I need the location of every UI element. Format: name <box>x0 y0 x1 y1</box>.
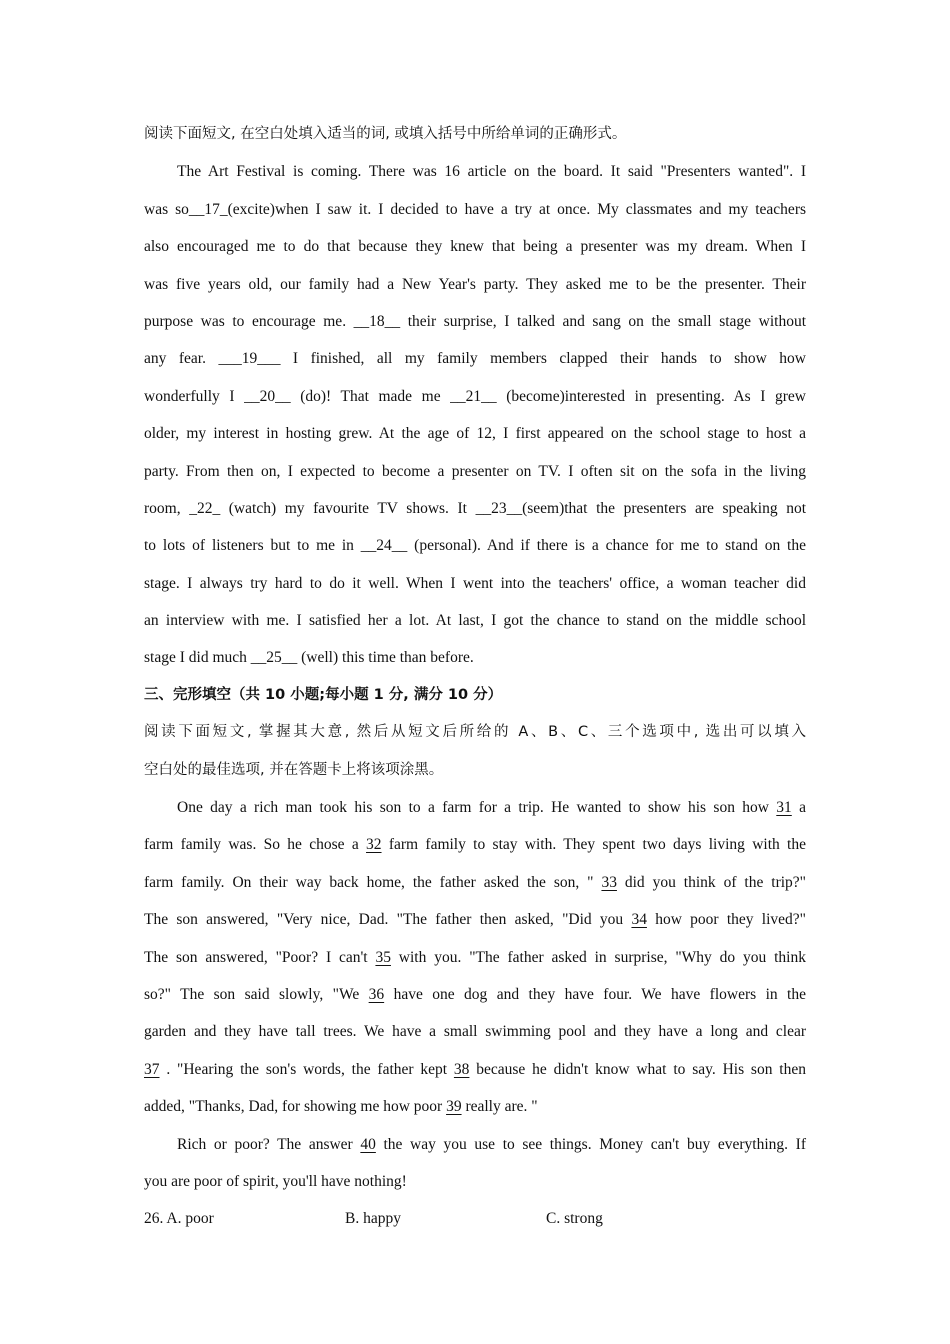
passage-line: The son answered, "Very nice, Dad. "The father then asked, "Did you 34 how poor they lived?" <box>144 911 806 929</box>
passage-line: was five years old, our family had a New Year's party. They asked me to be the presenter. Their <box>144 275 806 293</box>
option-c: C. strong <box>546 1210 603 1228</box>
passage-line: wonderfully I __20__ (do)! That made me __21__ (become)interested in presenting. As I grew <box>144 387 806 405</box>
blank-21: __21__ <box>450 387 497 405</box>
blank-34: 34 <box>631 911 647 929</box>
cloze-instruction: 空白处的最佳选项, 并在答题卡上将该项涂黑。 <box>144 761 444 778</box>
passage-line: The son answered, "Poor? I can't 35 with you. "The father asked in surprise, "Why do you think <box>144 948 806 966</box>
passage-line: stage I did much __25__ (well) this time than before. <box>144 649 474 667</box>
blank-37: 37 <box>144 1060 160 1078</box>
option-b: B. happy <box>345 1210 401 1228</box>
blank-35: 35 <box>375 948 391 966</box>
blank-38: 38 <box>453 1060 470 1078</box>
passage-line: The Art Festival is coming. There was 16 article on the board. It said "Presenters wanted". I <box>177 163 806 181</box>
passage-line: also encouraged me to do that because they knew that being a presenter was my dream. When I <box>144 238 806 256</box>
art-festival-passage <box>144 153 806 676</box>
passage-line: you are poor of spirit, you'll have nothing! <box>144 1172 407 1190</box>
question-26-options <box>144 1200 806 1237</box>
passage-line: any fear. ___19___ I finished, all my family members clapped their hands to show how <box>144 350 806 368</box>
passage-line: stage. I always try hard to do it well. When I went into the teachers' office, a woman teacher did <box>144 574 806 592</box>
passage-line: purpose was to encourage me. __18__ their surprise, I talked and sang on the small stage without <box>144 312 806 330</box>
passage-line: added, "Thanks, Dad, for showing me how poor 39 really are. " <box>144 1098 538 1116</box>
document-body <box>144 116 806 1238</box>
blank-40: 40 <box>360 1135 376 1153</box>
passage-line: so?" The son said slowly, "We 36 have one dog and they have four. We have flowers in the <box>144 985 806 1003</box>
blank-22: _22_ <box>189 499 221 517</box>
passage-line: room, _22_ (watch) my favourite TV shows. It __23__(seem)that the presenters are speaking not <box>144 499 807 517</box>
blank-39: 39 <box>446 1098 462 1116</box>
passage-line: 37 . "Hearing the son's words, the father kept 38 because he didn't know what to say. His son then <box>144 1060 806 1078</box>
section-heading: 三、完形填空（共 10 小题;每小题 1 分, 满分 10 分） <box>144 686 503 703</box>
passage-line: One day a rich man took his son to a farm for a trip. He wanted to show his son how 31 a <box>177 799 806 817</box>
blank-36: 36 <box>368 985 385 1003</box>
passage-line: farm family. On their way back home, the father asked the son, " 33 did you think of the trip?" <box>144 873 807 891</box>
blank-33: 33 <box>601 873 617 891</box>
cloze-instruction: 阅读下面短文, 掌握其大意, 然后从短文后所给的 A、B、C、三个选项中, 选出可以填入 <box>144 724 806 741</box>
blank-31: 31 <box>776 799 792 817</box>
passage-line: to lots of listeners but to me in __24__ (personal). And if there is a chance for me to stand on the <box>144 537 806 555</box>
rich-man-passage <box>144 789 806 1200</box>
blank-24: __24__ <box>360 537 408 555</box>
passage-line: an interview with me. I satisfied her a lot. At last, I got the chance to stand on the middle school <box>144 612 806 630</box>
blank-23: __23__ <box>475 499 523 517</box>
blank-18: __18__ <box>353 312 401 330</box>
blank-25: __25__ <box>250 649 298 667</box>
blank-32: 32 <box>366 836 382 854</box>
passage-line: Rich or poor? The answer 40 the way you use to see things. Money can't buy everything. If <box>177 1135 806 1153</box>
option-a: 26. A. poor <box>144 1210 214 1228</box>
passage-line: party. From then on, I expected to become a presenter on TV. I often sit on the sofa in the living <box>144 462 806 480</box>
blank-19: ___19___ <box>218 350 281 368</box>
passage-line: older, my interest in hosting grew. At the age of 12, I first appeared on the school stage to host a <box>144 425 806 443</box>
blank-20: __20__ <box>244 387 291 405</box>
passage-line: garden and they have tall trees. We have a small swimming pool and they have a long and clear <box>144 1023 806 1041</box>
blank-17: __17_ <box>188 200 228 218</box>
fill-in-instruction: 阅读下面短文, 在空白处填入适当的词, 或填入括号中所给单词的正确形式。 <box>144 126 627 142</box>
passage-line: farm family was. So he chose a 32 farm family to stay with. They spent two days living with the <box>144 836 806 854</box>
passage-line: was so__17_(excite)when I saw it. I decided to have a try at once. My classmates and my teachers <box>144 200 807 218</box>
